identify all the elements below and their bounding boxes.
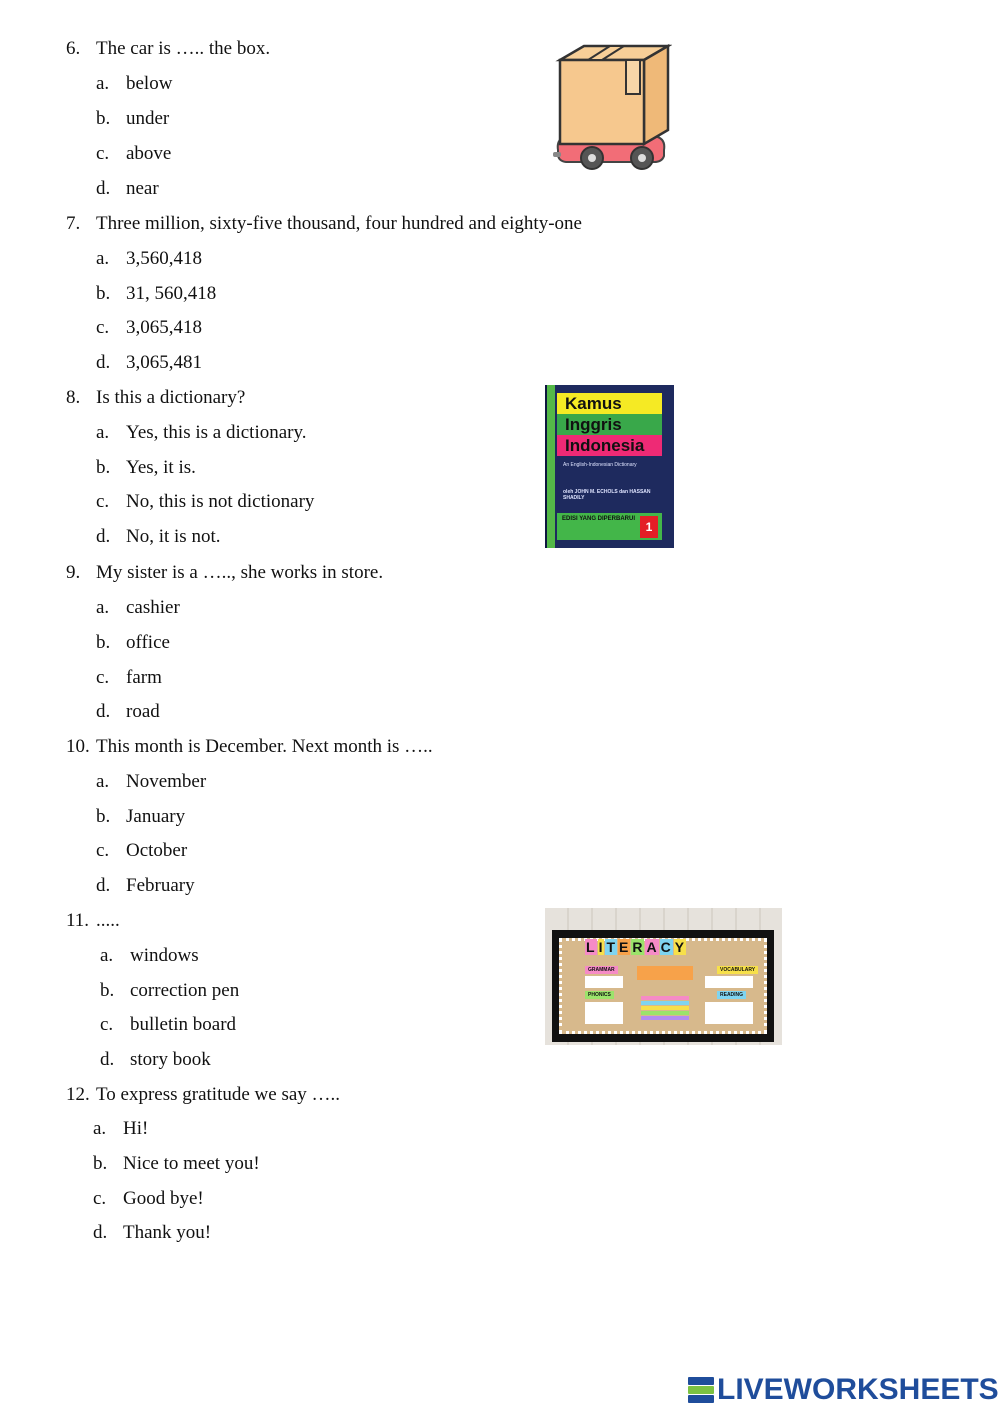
- option-11a[interactable]: a. windows: [100, 945, 199, 966]
- question-text: Three million, sixty-five thousand, four hundred and eighty-one: [96, 213, 582, 234]
- board-center-card: [637, 966, 693, 980]
- option-7c[interactable]: c. 3,065,418: [96, 317, 202, 338]
- option-8b[interactable]: b. Yes, it is.: [96, 457, 196, 478]
- book-title-line3: Indonesia: [557, 435, 662, 456]
- board-label-vocabulary: VOCABULARY: [717, 966, 758, 974]
- book-authors: oleh JOHN M. ECHOLS dan HASSAN SHADILY: [563, 489, 651, 501]
- option-7b[interactable]: b. 31, 560,418: [96, 283, 217, 304]
- option-12d[interactable]: d. Thank you!: [93, 1222, 212, 1243]
- option-12c[interactable]: c. Good bye!: [93, 1188, 204, 1209]
- board-book-stack: [641, 1016, 689, 1020]
- option-10a[interactable]: a. November: [96, 771, 207, 792]
- board-book-stack: [641, 1011, 689, 1015]
- option-9b[interactable]: b. office: [96, 632, 170, 653]
- board-title-letter: E: [619, 939, 630, 955]
- question-text: Is this a dictionary?: [96, 387, 246, 408]
- board-book-stack: [641, 1006, 689, 1010]
- option-8a[interactable]: a. Yes, this is a dictionary.: [96, 422, 307, 443]
- liveworksheets-logo-text: LIVEWORKSHEETS: [717, 1373, 999, 1406]
- option-11c[interactable]: c. bulletin board: [100, 1014, 237, 1035]
- option-8c[interactable]: c. No, this is not dictionary: [96, 491, 315, 512]
- board-card: [585, 976, 623, 988]
- book-subtitle: An English-Indonesian Dictionary: [563, 462, 637, 468]
- option-7d[interactable]: d. 3,065,481: [96, 352, 202, 373]
- board-title-letter: A: [646, 939, 658, 955]
- board-card: [705, 976, 753, 988]
- book-title-line1: Kamus: [557, 393, 662, 414]
- question-9: 9. My sister is a ….., she works in store.: [66, 562, 384, 583]
- board-title-letter: Y: [674, 939, 686, 955]
- question-10: 10. This month is December. Next month is …..: [66, 736, 433, 757]
- question-text: This month is December. Next month is …..: [96, 736, 433, 757]
- option-9d[interactable]: d. road: [96, 701, 160, 722]
- option-10b[interactable]: b. January: [96, 806, 186, 827]
- option-9c[interactable]: c. farm: [96, 667, 162, 688]
- book-badge: 1: [640, 516, 658, 538]
- board-label-reading: READING: [717, 991, 746, 999]
- board-title: [585, 939, 687, 955]
- car-under-box-illustration: [550, 42, 672, 172]
- option-10c[interactable]: c. October: [96, 840, 188, 861]
- option-6b[interactable]: b. under: [96, 108, 170, 129]
- question-text: The car is ….. the box.: [96, 38, 271, 59]
- question-12: 12. To express gratitude we say …..: [66, 1084, 341, 1105]
- option-11b[interactable]: b. correction pen: [100, 980, 240, 1001]
- board-card: [585, 1002, 623, 1024]
- question-6: 6. The car is ….. the box.: [66, 38, 271, 59]
- option-11d[interactable]: d. story book: [100, 1049, 211, 1070]
- option-9a[interactable]: a. cashier: [96, 597, 180, 618]
- option-12a[interactable]: a. Hi!: [93, 1118, 149, 1139]
- book-edition: EDISI YANG DIPERBARUI: [562, 516, 636, 522]
- question-7: 7. Three million, sixty-five thousand, four hundred and eighty-one: [66, 213, 582, 234]
- option-12b[interactable]: b. Nice to meet you!: [93, 1153, 260, 1174]
- question-text: .....: [96, 910, 120, 931]
- question-text: My sister is a ….., she works in store.: [96, 562, 384, 583]
- board-book-stack: [641, 1001, 689, 1005]
- board-label-grammar: GRAMMAR: [585, 966, 618, 974]
- board-title-letter: L: [586, 939, 596, 955]
- board-title-letter: R: [632, 939, 644, 955]
- option-10d[interactable]: d. February: [96, 875, 195, 896]
- board-label-phonics: PHONICS: [585, 991, 614, 999]
- liveworksheets-logo: [688, 1373, 999, 1407]
- option-6d[interactable]: d. near: [96, 178, 159, 199]
- board-book-stack: [641, 996, 689, 1000]
- question-text: To express gratitude we say …..: [96, 1084, 341, 1105]
- option-6a[interactable]: a. below: [96, 73, 173, 94]
- question-11: 11. .....: [66, 910, 120, 931]
- board-card: [705, 1002, 753, 1024]
- question-8: 8. Is this a dictionary?: [66, 387, 246, 408]
- dictionary-book-image: [545, 385, 674, 548]
- option-7a[interactable]: a. 3,560,418: [96, 248, 202, 269]
- liveworksheets-logo-icon: [688, 1375, 714, 1405]
- book-title-line2: Inggris: [557, 414, 662, 435]
- literacy-bulletin-board-image: [545, 908, 782, 1045]
- option-8d[interactable]: d. No, it is not.: [96, 526, 221, 547]
- option-6c[interactable]: c. above: [96, 143, 172, 164]
- board-title-letter: C: [660, 939, 672, 955]
- board-title-letter: I: [598, 939, 604, 955]
- board-title-letter: T: [606, 939, 617, 955]
- book-spine-edge: [547, 385, 555, 548]
